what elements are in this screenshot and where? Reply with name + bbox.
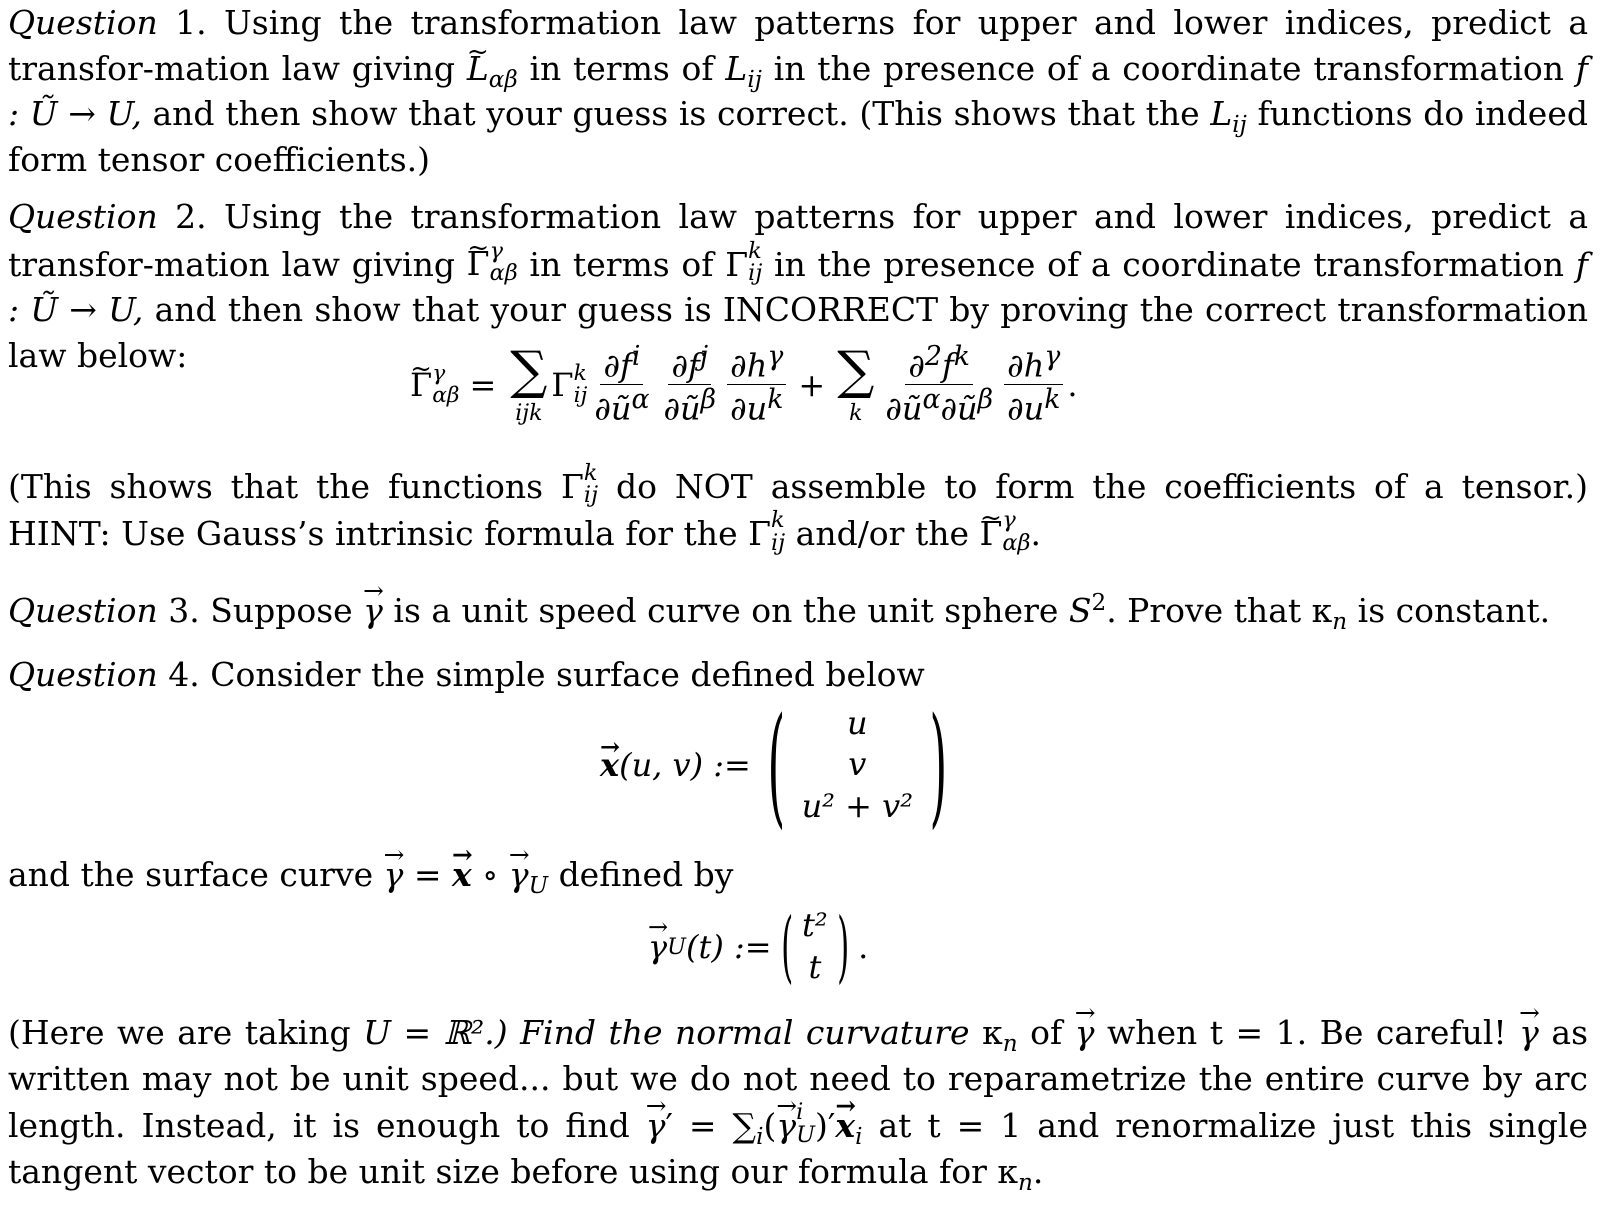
sum-k: ∑ k (837, 340, 875, 426)
question-3: Question 3. Suppose → γ is a unit speed curve on the unit sphere $S^2$. Prove that $\kappa_n$ is constant. (8, 588, 1588, 634)
gammaU-definition: → γ U (t) := ( t² t ) . (648, 905, 868, 988)
q4-text-h: at t = 1 and renormalize just this single tangent vector to be unit size before using our formula for (8, 1106, 1588, 1191)
q4-kappa-2: κ (997, 1151, 1018, 1191)
q4-text-c: defined by (558, 855, 734, 894)
curve-gammaU-vec: → γ (509, 852, 529, 898)
q1-L-tilde: ~ L (467, 46, 489, 92)
formula-gamma-tilde: ~ Γ (410, 363, 432, 407)
paren-left: ( (767, 689, 786, 841)
formula-equals: = (469, 365, 497, 404)
frac-d2f: $\frac{\partial^2f^k}{\partial ũ^\alpha\partial ũ^\beta}$ (885, 341, 994, 429)
surface-x-vec: → x (600, 743, 619, 787)
frac-dh-2: $\frac{\partial h^\gamma}{\partial u^k}$ (1004, 342, 1063, 428)
q2-text-f: do NOT assemble to form the coefficients of a tensor.) HINT: Use Gauss’s intrinsic formula for the (8, 466, 1588, 554)
q1-text-b: in terms of (529, 48, 714, 88)
q1-sub-ab: αβ (488, 66, 518, 93)
q4-gamma-vec-2: → γ (1519, 1010, 1539, 1056)
paren-right-sm: ) (836, 901, 850, 992)
formula-gamma-ij: k ij (573, 361, 588, 408)
q4-text-d: (Here we are taking (8, 1013, 351, 1052)
q4-text-a: Consider the simple surface defined below (210, 655, 925, 694)
q1-text-c: in the presence of a coordinate transformation (773, 48, 1564, 88)
q2-gamma-tilde-2: ~ Γ (980, 511, 1003, 557)
surface-x-def: (u, v) := (619, 745, 751, 784)
q1-text-a: Using the transformation law patterns for upper and lower indices, predict a transfor-mation law giving (8, 3, 1588, 88)
frac-dh: $\frac{\partial h^\gamma}{\partial u^k}$ (727, 342, 786, 428)
q3-gamma-vec: → γ (363, 588, 383, 634)
q1-sub-ij: ij (747, 66, 762, 93)
surface-definition (600, 689, 964, 841)
q2-gamma: Γ (725, 244, 749, 284)
q4-text-b: and the surface curve (8, 855, 374, 894)
q2-gamma-tilde: ~ Γ (467, 241, 490, 287)
q1-map: f : Ũ → U, (8, 48, 1588, 134)
q3-number: 3. (168, 591, 200, 630)
q3-text-c: . Prove that (1106, 591, 1302, 630)
q4-text-f: when t = 1. Be careful! (1106, 1013, 1507, 1052)
paren-right: ) (929, 689, 948, 841)
q1-L-2: L (1210, 94, 1233, 134)
component-v: v (848, 745, 867, 784)
sum-ijk: ∑ ijk (510, 340, 548, 426)
q2-text-d: and then show that your guess is INCORRECT by proving the correct transformation law below: (8, 290, 1588, 375)
q4-kappa: κ (982, 1013, 1003, 1052)
component-u: u (847, 703, 868, 742)
gammaU-end: . (858, 927, 869, 966)
frac-dfj: $\frac{\partial f^j}{\partial ũ^\beta}$ (663, 341, 717, 429)
surface-curve-line: and the surface curve → γ = → x ∘ → $\gamma_U$ defined by (8, 852, 1588, 898)
q4-number: 4. (168, 655, 200, 694)
q2-number: 2. (175, 197, 207, 236)
q4-end-dot: . (1032, 1151, 1044, 1191)
gammaU-def: (t) := (686, 927, 772, 966)
gammaU-vector (772, 901, 859, 992)
q1-sub-ij-2: ij (1232, 111, 1247, 138)
paren-left-sm: ( (780, 901, 793, 992)
q2-gamma-2: Γ (561, 466, 584, 506)
formula-plus: + (798, 365, 826, 404)
q2-gamma-ab-2: γ αβ (1002, 507, 1031, 556)
q2-gamma-ij-2: k ij (583, 460, 599, 509)
q2-gamma-ij-3: k ij (771, 507, 786, 556)
q1-text-e: functions do indeed form tensor coefficients.) (8, 94, 1588, 179)
q2-label: Question (8, 197, 158, 236)
q3-text-d: is constant. (1357, 591, 1551, 630)
q2-text-b: in terms of (529, 244, 714, 284)
q3-kappa: κ (1311, 591, 1333, 630)
formula-gamma: Γ (551, 365, 574, 404)
component-t2: t² (802, 906, 828, 944)
q1-label: Question (8, 3, 158, 42)
q4-x-i: → x (835, 1103, 855, 1149)
component-t: t (808, 947, 822, 986)
q1-number: 1. (175, 3, 207, 42)
q2-map: f : Ũ → U, (8, 244, 1588, 330)
q4-text-g: as written may not be unit speed... but we do not need to reparametrize the entire curve by arc length. Instead, it is enough to find (8, 1013, 1589, 1146)
q1-L: L (725, 48, 748, 88)
curve-gamma-vec: → γ (384, 852, 404, 898)
q2-text-g: and/or the (795, 514, 969, 554)
question-4 (8, 652, 1588, 698)
gammaU-vec: → γ (648, 925, 667, 969)
curve-x-vec: → x (452, 852, 472, 898)
surface-components (802, 703, 914, 828)
transformation-formula (410, 342, 1078, 428)
formula-end: . (1067, 365, 1078, 404)
q4-gamma-vec: → γ (1075, 1010, 1095, 1056)
q2-gamma-indices: γ αβ (489, 237, 518, 286)
q2-text-e: (This shows that the functions (8, 466, 544, 506)
question-4-details: (Here we are taking U = ℝ².) Find the normal curvature $\kappa_n$ of → γ when t = 1. Be careful! → γ as written may not be unit speed... but we do not need to reparametrize the entire curve by arc length. Instead, it is enough to find → $\gamma' = \sum_i(\to \gamma$ i U )′→ $x_i$ at t = 1 and renormalize just this single tangent vector to be unit size before using our formula for $\kappa_n$. (8, 1010, 1588, 1194)
q3-text-a: Suppose (210, 591, 353, 630)
q2-end-dot: . (1030, 514, 1042, 554)
question-2-continued (8, 462, 1588, 557)
surface-vector (751, 689, 964, 841)
q3-sphere: S (1068, 591, 1092, 630)
q4-gamma-prime: → γ (646, 1103, 666, 1149)
frac-dfi: $\frac{\partial f^i}{\partial ũ^\alpha}$ (594, 341, 650, 429)
gammaU-components (802, 905, 828, 988)
q4-gammaU-i: → γ (776, 1103, 796, 1149)
q2-gamma-3: Γ (748, 514, 771, 554)
q2-text-c: in the presence of a coordinate transformation (774, 244, 1565, 284)
q2-text-a: Using the transformation law patterns for upper and lower indices, predict a transfor-mation law giving (8, 197, 1588, 284)
component-uv2: u² + v² (801, 786, 914, 825)
q1-text-d: and then show that your guess is correct. (This shows that the (152, 94, 1200, 134)
q3-text-b: is a unit speed curve on the unit sphere (393, 591, 1059, 630)
formula-lhs-indices: γ αβ (432, 361, 460, 408)
q4-label: Question (8, 655, 158, 694)
question-1 (8, 0, 1588, 182)
q4-text-e: U = ℝ².) Find the normal curvature (363, 1013, 970, 1052)
q3-label: Question (8, 591, 158, 630)
q2-gamma-ij: k ij (748, 237, 763, 286)
